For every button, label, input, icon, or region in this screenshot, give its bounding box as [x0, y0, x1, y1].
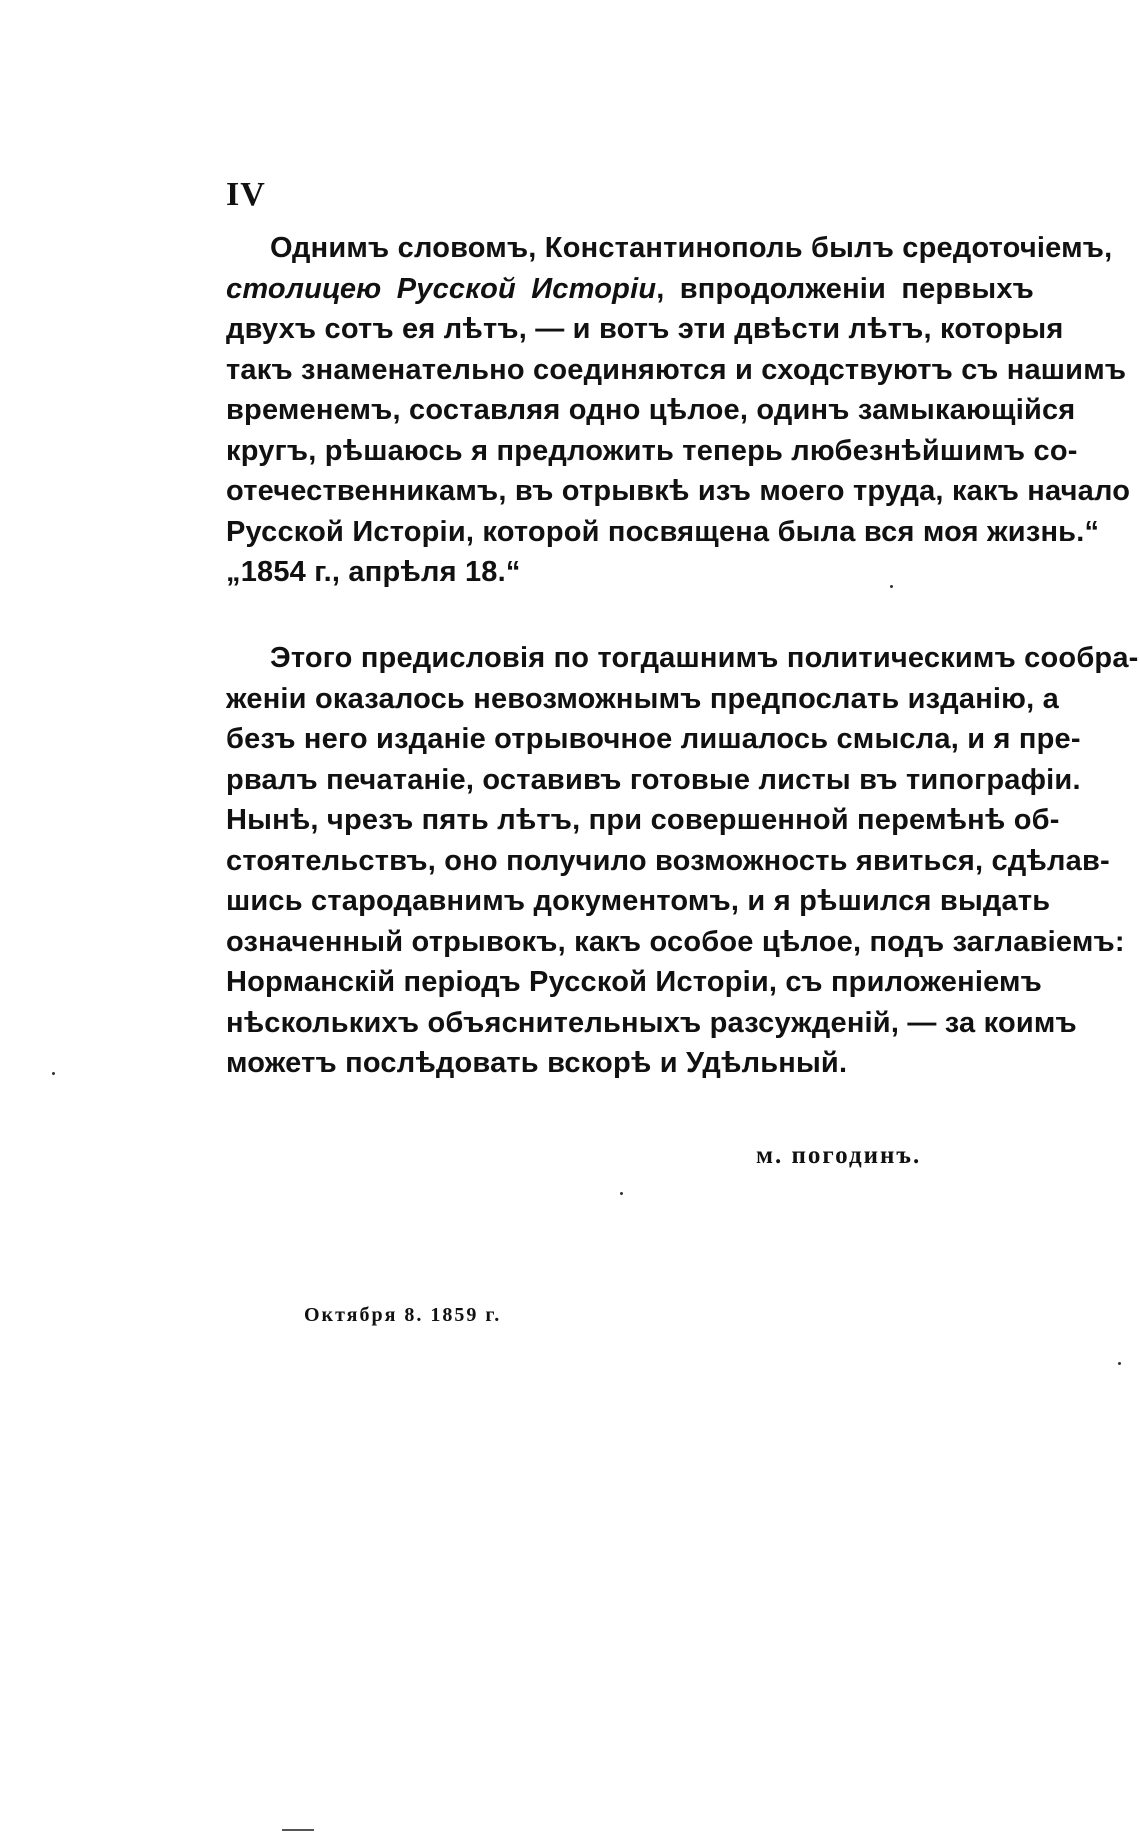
- print-speck: [52, 1072, 55, 1075]
- text-line: отечественникамъ, въ отрывкѣ изъ моего труда, какъ начало: [226, 475, 1131, 507]
- paragraph-1: [226, 228, 1131, 593]
- text-line: можетъ послѣдовать вскорѣ и Удѣльный.: [226, 1047, 848, 1079]
- text-line: Этого предисловія по тогдашнимъ политическимъ сообра-: [270, 642, 1139, 674]
- text-line-with-italic: [226, 269, 1034, 310]
- text-line: означенный отрывокъ, какъ особое цѣлое, подъ заглавіемъ:: [226, 925, 1125, 958]
- text-line: Нынѣ, чрезъ пять лѣтъ, при совершенной перемѣнѣ об-: [226, 804, 1060, 836]
- text-line: шись стародавнимъ документомъ, и я рѣшился выдать: [226, 885, 1051, 917]
- print-speck: [1118, 1362, 1121, 1365]
- text-line: рвалъ печатаніе, оставивъ готовые листы въ типографіи.: [226, 763, 1081, 796]
- text-line: нѣсколькихъ объяснительныхъ разсужденій, — за коимъ: [226, 1006, 1077, 1039]
- text-fragment: , впродолженіи первыхъ: [656, 272, 1034, 305]
- page-number: IV: [226, 176, 266, 213]
- text-line: Русской Исторіи, которой посвящена была вся моя жизнь.“: [226, 515, 1100, 548]
- print-speck: [620, 1192, 623, 1195]
- text-line: кругъ, рѣшаюсь я предложить теперь любезнѣйшимъ со-: [226, 434, 1078, 467]
- text-line: „1854 г., апрѣля 18.“: [226, 556, 521, 588]
- text-line: стоятельствъ, оно получило возможность явиться, сдѣлав-: [226, 844, 1110, 877]
- text-line: Однимъ словомъ, Константинополь былъ средоточіемъ,: [270, 232, 1113, 264]
- paragraph-2: [226, 638, 1139, 1084]
- author-signature: м. погодинъ.: [756, 1142, 922, 1169]
- print-speck: [890, 585, 893, 588]
- text-line: такъ знаменательно соединяются и сходствуютъ съ нашимъ: [226, 353, 1127, 386]
- text-line: Норманскій періодъ Русской Исторіи, съ приложеніемъ: [226, 966, 1043, 998]
- text-line: женіи оказалось невозможнымъ предпослать изданію, а: [226, 682, 1059, 715]
- text-line: двухъ сотъ ея лѣтъ, — и вотъ эти двѣсти лѣтъ, которыя: [226, 313, 1064, 345]
- date-line: Октября 8. 1859 г.: [304, 1304, 502, 1326]
- italic-phrase: столицею Русской Исторіи: [226, 272, 657, 305]
- text-line: безъ него изданіе отрывочное лишалось смысла, и я пре-: [226, 723, 1081, 755]
- footer-mark: [282, 1829, 314, 1831]
- text-line: временемъ, составляя одно цѣлое, одинъ замыкающійся: [226, 394, 1076, 426]
